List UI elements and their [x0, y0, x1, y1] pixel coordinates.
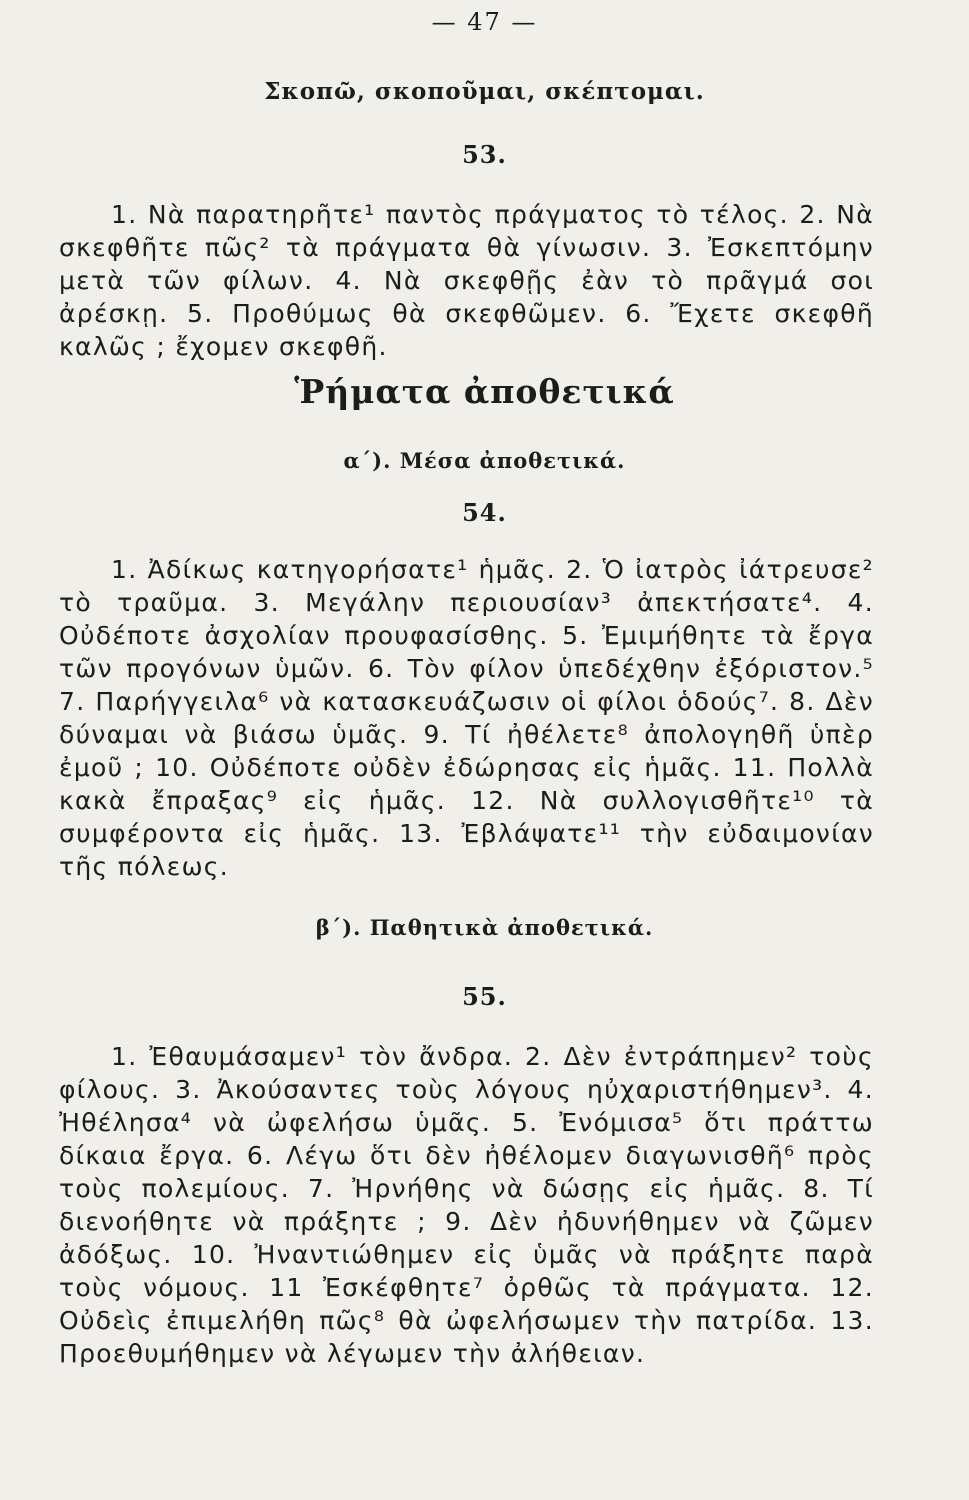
exercise-number-53: 53.: [462, 140, 507, 169]
exercise-55-text: 1. Ἐθαυμάσαμεν¹ τὸν ἄνδρα. 2. Δὲν ἐντράπημεν² τοὺς φίλους. 3. Ἀκούσαντες τοὺς λόγους ηὐχαριστήθημεν³. 4. Ἠθέλησα⁴ νὰ ὠφελήσω ὑμᾶς. 5. Ἐνόμισα⁵ ὅτι πράττω δίκαια ἔργα. 6. Λέγω ὅτι δὲν ἠθέλομεν διαγωνισθῆ⁶ πρὸς τοὺς πολεμίους. 7. Ἠρνήθης νὰ δώσῃς εἰς ἡμᾶς. 8. Τί διενοήθητε νὰ πράξητε ; 9. Δὲν ἠδυνήθημεν νὰ ζῶμεν ἀδόξως. 10. Ἠναντιώθημεν εἰς ὑμᾶς νὰ πράξητε παρὰ τοὺς νόμους. 11 Ἐσκέφθητε⁷ ὀρθῶς τὰ πράγματα. 12. Οὐδεὶς ἐπιμελήθη πῶς⁸ θὰ ὠφελήσωμεν τὴν πατρίδα. 13. Προεθυμήθημεν νὰ λέγωμεν τὴν ἀλήθειαν.: [59, 1042, 874, 1368]
subheading-passive-deponents: β΄). Παθητικὰ ἀποθετικά.: [315, 915, 654, 940]
verb-heading: Σκοπῶ, σκοποῦμαι, σκέπτομαι.: [264, 78, 705, 105]
exercise-number-54: 54.: [462, 498, 507, 527]
exercise-number-55: 55.: [462, 982, 507, 1011]
page-number: — 47 —: [431, 8, 538, 36]
exercise-53-text: 1. Νὰ παρατηρῆτε¹ παντὸς πράγματος τὸ τέλος. 2. Νὰ σκεφθῆτε πῶς² τὰ πράγματα θὰ γίνωσιν. 3. Ἐσκεπτόμην μετὰ τῶν φίλων. 4. Νὰ σκεφθῇς ἐὰν τὸ πρᾶγμά σοι ἀρέσκῃ. 5. Προθύμως θὰ σκεφθῶμεν. 6. Ἔχετε σκεφθῆ καλῶς ; ἔχομεν σκεφθῆ.: [59, 200, 874, 361]
exercise-54-text: 1. Ἀδίκως κατηγορήσατε¹ ἡμᾶς. 2. Ὁ ἰατρὸς ἰάτρευσε² τὸ τραῦμα. 3. Μεγάλην περιουσίαν³ ἀπεκτήσατε⁴. 4. Οὐδέποτε ἀσχολίαν προυφασίσθης. 5. Ἐμιμήθητε τὰ ἔργα τῶν προγόνων ὑμῶν. 6. Τὸν φίλον ὑπεδέχθην ἐξόριστον.⁵ 7. Παρήγγειλα⁶ νὰ κατασκευάζωσιν οἱ φίλοι ὁδούς⁷. 8. Δὲν δύναμαι νὰ βιάσω ὑμᾶς. 9. Τί ἠθέλετε⁸ ἀπολογηθῆ ὑπὲρ ἐμοῦ ; 10. Οὐδέποτε οὐδὲν ἐδώρησας εἰς ἡμᾶς. 11. Πολλὰ κακὰ ἔπραξας⁹ εἰς ἡμᾶς. 12. Νὰ συλλογισθῆτε¹⁰ τὰ συμφέροντα εἰς ἡμᾶς. 13. Ἐβλάψατε¹¹ τὴν εὐδαιμονίαν τῆς πόλεως.: [59, 555, 874, 881]
main-heading: Ῥήματα ἀποθετικά: [294, 372, 675, 411]
subheading-middle-deponents: α΄). Μέσα ἀποθετικά.: [343, 448, 626, 473]
